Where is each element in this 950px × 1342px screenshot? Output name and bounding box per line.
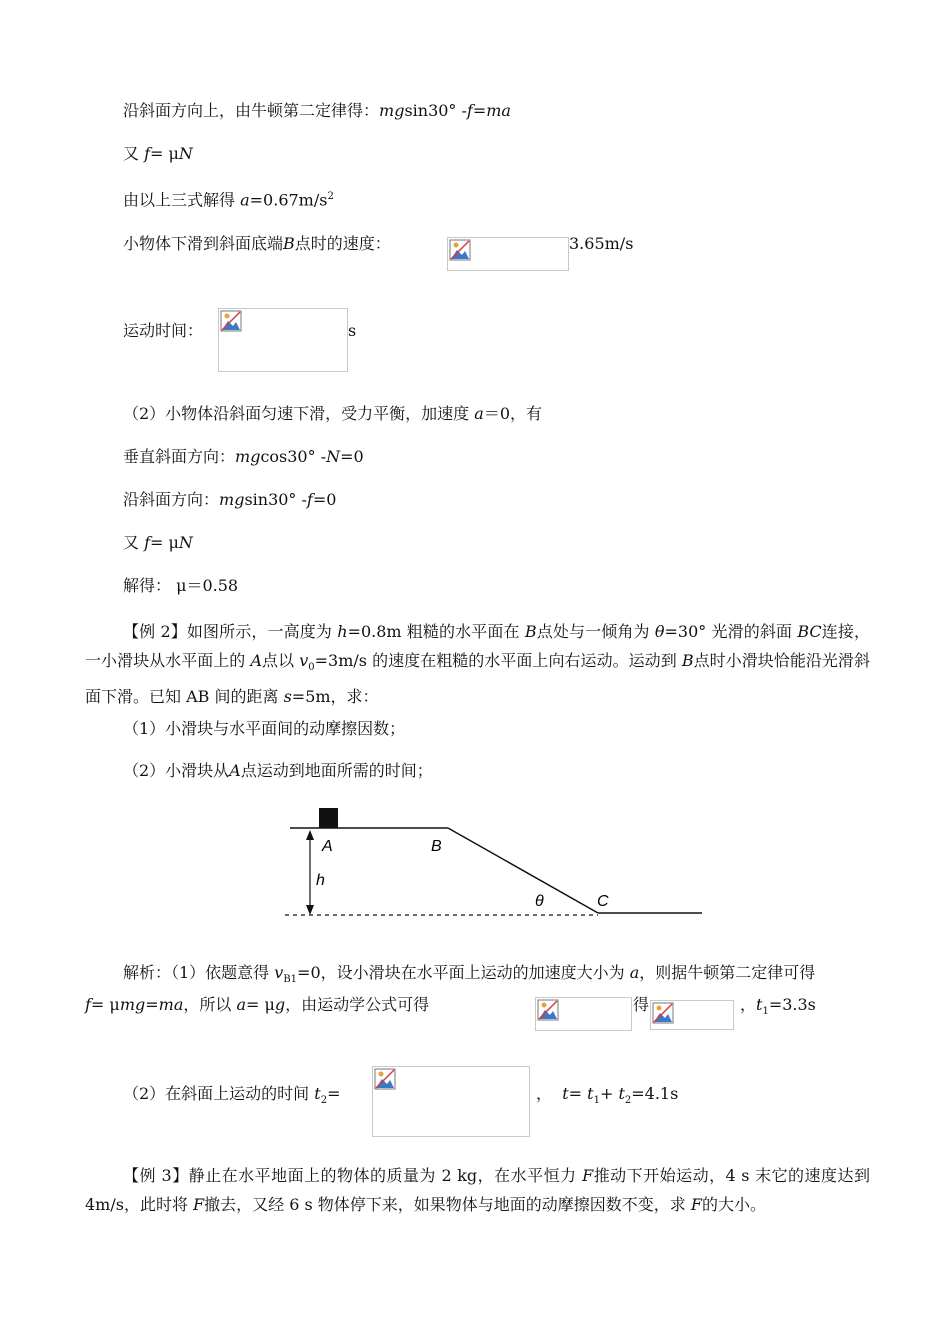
arrow-head-up	[306, 830, 314, 840]
broken-image-icon	[536, 998, 560, 1022]
equation-line: 垂直斜面方向：mgcos30° -N=0	[123, 447, 364, 466]
equation-line: 又 f= μN	[123, 144, 193, 163]
question-2: （2）小滑块从A点运动到地面所需的时间；	[123, 761, 433, 780]
incline-diagram	[280, 800, 710, 925]
broken-image-icon	[448, 238, 472, 262]
label-c: C	[597, 893, 609, 910]
arrow-head-down	[306, 905, 314, 915]
label-a: A	[322, 838, 333, 855]
label-theta: θ	[535, 893, 544, 910]
t1-result: ，$t_1=3.3s$	[740, 995, 816, 1018]
equation-line: （2）小物体沿斜面匀速下滑，受力平衡，加速度 a＝0，有	[123, 404, 543, 423]
equation-line: 运动时间：	[123, 321, 204, 340]
question-1: （1）小滑块与水平面间的动摩擦因数；	[123, 719, 406, 738]
text-de: 得	[633, 995, 650, 1014]
broken-image	[650, 1000, 734, 1030]
equation-line: 由以上三式解得 $a=0.67m/s^2$	[123, 190, 334, 210]
equation-line: 又 f= μN	[123, 533, 193, 552]
broken-image	[218, 308, 348, 372]
example-2-text: 【例 2】如图所示，一高度为 h=0.8m 粗糙的水平面在 B点处与一倾角为 θ=30° 光滑的斜面 BC连接，一小滑块从水平面上的 A点以 $v_0=3m/s$ 的速度在粗糙的水平面上向右运动。运动到 B点时小滑块恰能沿光滑斜面下滑。已知 AB 间的距离 s=5m，求：	[85, 622, 870, 707]
solution-line-3: （2）在斜面上运动的时间 $t_2=$	[123, 1084, 341, 1107]
broken-image-icon	[373, 1067, 397, 1091]
equation-line: 小物体下滑到斜面底端B点时的速度：	[123, 234, 391, 253]
slider-block	[319, 808, 338, 828]
broken-image-icon	[651, 1001, 675, 1025]
velocity-value: 3.65m/s	[569, 234, 634, 253]
broken-image	[535, 997, 632, 1031]
equation-line: 沿斜面方向上，由牛顿第二定律得：mgsin30° -f=ma	[123, 101, 511, 120]
solution-line-2: f= μmg=ma，所以 a= μg，由运动学公式可得	[85, 995, 430, 1014]
label-b: B	[431, 838, 442, 855]
total-time: ， $t= t_1+ t_2=4.1s$	[536, 1084, 679, 1107]
example-3-text: 【例 3】静止在水平地面上的物体的质量为 2 kg，在水平恒力 F推动下开始运动，4 s 末它的速度达到 4m/s，此时将 F撤去，又经 6 s 物体停下来，如果物体与地面的动摩擦因数不变，求 F的大小。	[85, 1166, 870, 1214]
equation-line: 沿斜面方向：mgsin30° -f=0	[123, 490, 337, 509]
equation-line: 解得： μ＝0.58	[123, 576, 239, 595]
unit-text: s	[348, 321, 357, 340]
incline-surface	[448, 828, 598, 913]
broken-image	[447, 237, 569, 271]
broken-image	[372, 1066, 530, 1137]
label-h: h	[316, 872, 325, 889]
solution-line-1: 解析：（1）依题意得 $v_{B1}=0$，设小滑块在水平面上运动的加速度大小为 a，则据牛顿第二定律可得	[123, 963, 816, 986]
broken-image-icon	[219, 309, 243, 333]
